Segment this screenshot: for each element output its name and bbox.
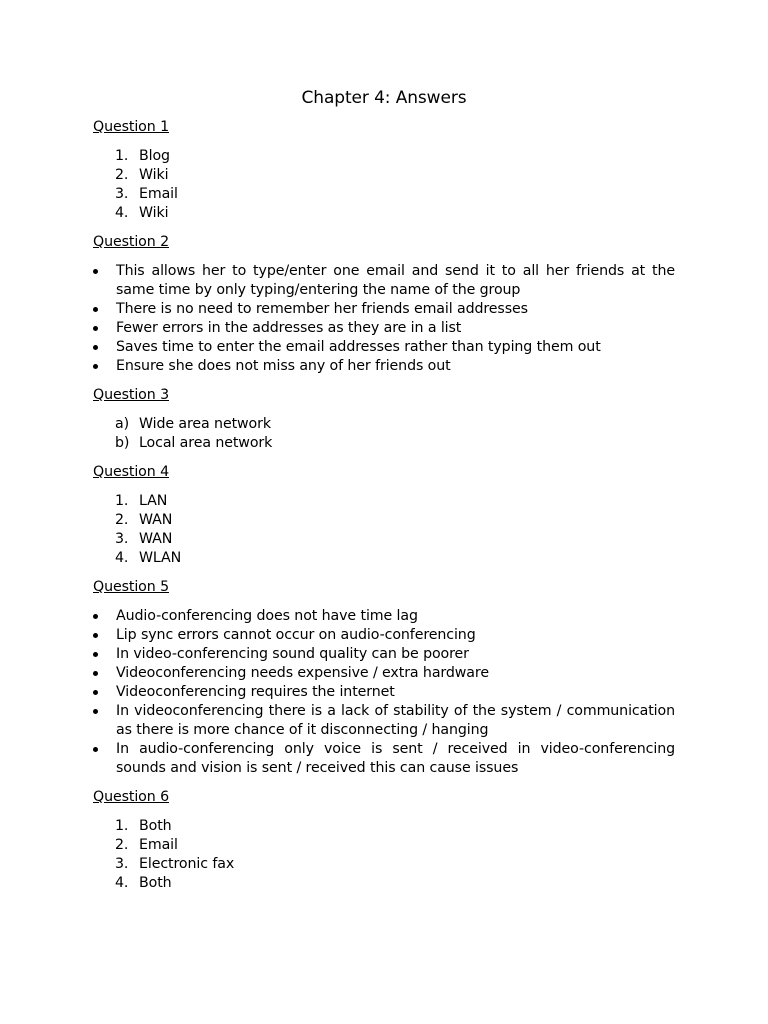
list-item <box>93 300 675 319</box>
list-item-text: Wiki <box>139 205 169 221</box>
list-item <box>93 492 675 511</box>
list-item-text: Local area network <box>139 435 273 451</box>
list-item-text: Wide area network <box>139 416 271 432</box>
list-item <box>93 740 675 778</box>
question-section <box>93 463 675 568</box>
list-item-text: Ensure she does not miss any of her friends out <box>116 358 451 374</box>
list-item <box>93 434 675 453</box>
question-section <box>93 386 675 453</box>
ordered-answer-list <box>93 492 675 568</box>
question-heading: Question 3 <box>93 387 169 403</box>
list-item-marker: 4. <box>115 205 129 221</box>
list-item-text: In audio-conferencing only voice is sent / received in video-conferencing sounds and vision is sent / received this can cause issues <box>116 741 675 776</box>
bullet-answer-list <box>93 607 675 778</box>
list-item-marker: 2. <box>115 512 129 528</box>
question-section <box>93 578 675 778</box>
list-item <box>93 319 675 338</box>
document-page <box>93 86 675 903</box>
list-item <box>93 357 675 376</box>
list-item-marker: a) <box>115 416 130 432</box>
list-item-text: There is no need to remember her friends email addresses <box>116 301 528 317</box>
list-item-marker: 2. <box>115 167 129 183</box>
list-item <box>93 702 675 740</box>
list-item-text: Videoconferencing needs expensive / extra hardware <box>116 665 489 681</box>
list-item-text: This allows her to type/enter one email and send it to all her friends at the same time by only typing/entering the name of the group <box>116 263 675 298</box>
list-item-text: Both <box>139 818 172 834</box>
list-item-text: LAN <box>139 493 168 509</box>
list-item-marker: 3. <box>115 186 129 202</box>
question-heading: Question 1 <box>93 119 169 135</box>
list-item-marker: 4. <box>115 550 129 566</box>
list-item-text: WAN <box>139 531 173 547</box>
list-item-text: WLAN <box>139 550 182 566</box>
question-section <box>93 788 675 893</box>
list-item <box>93 549 675 568</box>
list-item-text: Lip sync errors cannot occur on audio-conferencing <box>116 627 476 643</box>
list-item-text: Electronic fax <box>139 856 235 872</box>
list-item <box>93 185 675 204</box>
list-item-text: Wiki <box>139 167 169 183</box>
list-item <box>93 147 675 166</box>
list-item-text: WAN <box>139 512 173 528</box>
question-heading: Question 4 <box>93 464 169 480</box>
list-item <box>93 664 675 683</box>
list-item-marker: 1. <box>115 818 129 834</box>
list-item-text: Saves time to enter the email addresses rather than typing them out <box>116 339 601 355</box>
list-item-text: Both <box>139 875 172 891</box>
list-item-marker: 3. <box>115 856 129 872</box>
list-item <box>93 415 675 434</box>
list-item-marker: b) <box>115 435 130 451</box>
ordered-answer-list <box>93 147 675 223</box>
list-item-marker: 3. <box>115 531 129 547</box>
list-item-text: Videoconferencing requires the internet <box>116 684 395 700</box>
ordered-answer-list <box>93 415 675 453</box>
bullet-answer-list <box>93 262 675 376</box>
list-item-text: In video-conferencing sound quality can be poorer <box>116 646 469 662</box>
list-item-text: Audio-conferencing does not have time lag <box>116 608 418 624</box>
list-item <box>93 836 675 855</box>
list-item <box>93 645 675 664</box>
question-heading: Question 6 <box>93 789 169 805</box>
list-item <box>93 511 675 530</box>
question-section <box>93 118 675 223</box>
list-item <box>93 262 675 300</box>
list-item <box>93 204 675 223</box>
list-item <box>93 338 675 357</box>
list-item-marker: 1. <box>115 493 129 509</box>
list-item <box>93 166 675 185</box>
list-item <box>93 683 675 702</box>
list-item-text: In videoconferencing there is a lack of stability of the system / communication as there is more chance of it disconnecting / hanging <box>116 703 675 738</box>
list-item <box>93 874 675 893</box>
list-item <box>93 530 675 549</box>
list-item-marker: 2. <box>115 837 129 853</box>
page-title: Chapter 4: Answers <box>301 88 467 108</box>
list-item-marker: 1. <box>115 148 129 164</box>
questions-container <box>93 118 675 893</box>
list-item <box>93 626 675 645</box>
list-item <box>93 607 675 626</box>
question-heading: Question 2 <box>93 234 169 250</box>
list-item <box>93 817 675 836</box>
list-item <box>93 855 675 874</box>
question-section <box>93 233 675 376</box>
list-item-text: Fewer errors in the addresses as they are in a list <box>116 320 462 336</box>
list-item-text: Email <box>139 837 178 853</box>
list-item-marker: 4. <box>115 875 129 891</box>
list-item-text: Email <box>139 186 178 202</box>
question-heading: Question 5 <box>93 579 169 595</box>
list-item-text: Blog <box>139 148 170 164</box>
ordered-answer-list <box>93 817 675 893</box>
